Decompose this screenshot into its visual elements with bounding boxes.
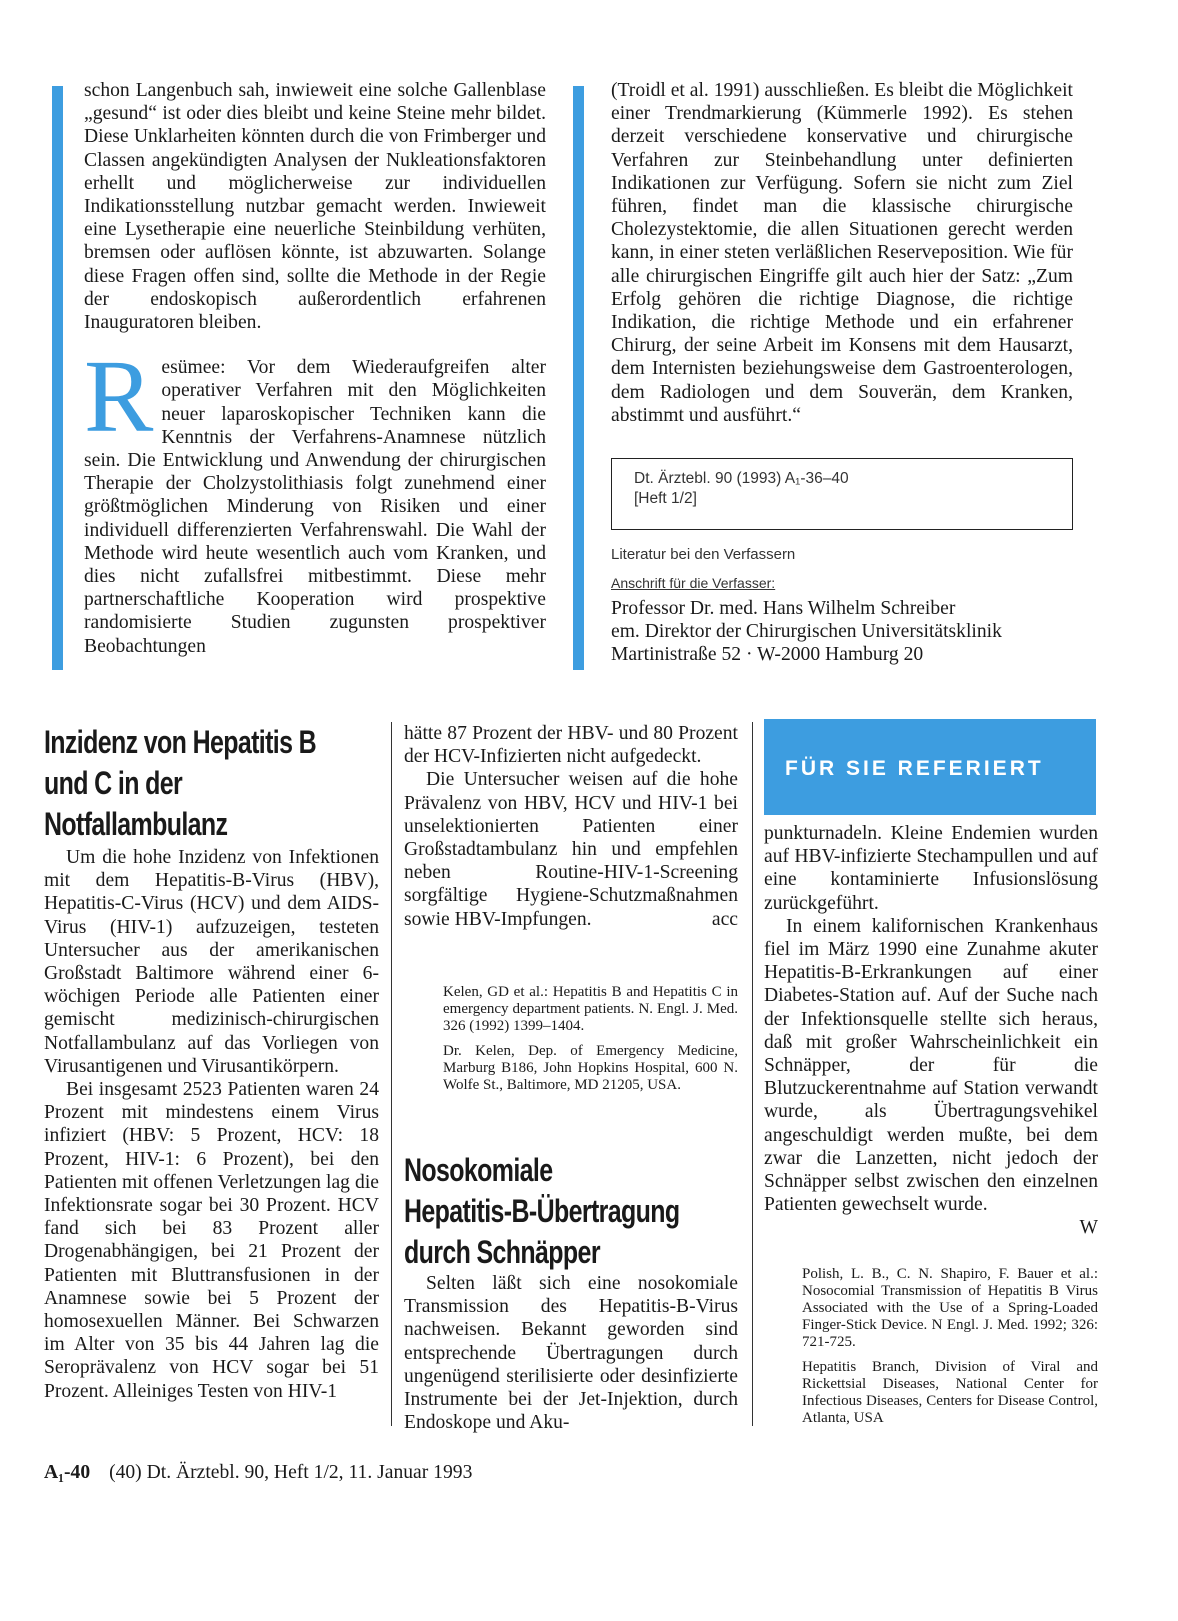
citation-line1: Dt. Ärztebl. 90 (1993) A₁-36–40	[634, 470, 849, 487]
article2-signature: W	[1079, 1217, 1098, 1239]
footer-text: (40) Dt. Ärztebl. 90, Heft 1/2, 11. Januar 1993	[109, 1462, 473, 1483]
article1-headline-line: Inzidenz von Hepatitis B	[44, 724, 317, 760]
article2-reference: Hepatitis Branch, Division of Viral and Rickettsial Diseases, National Center for Infectious Diseases, Centers for Disease Control, Atlanta, USA	[802, 1359, 1098, 1426]
citation-line2: [Heft 1/2]	[634, 490, 697, 507]
article1-reference: Dr. Kelen, Dep. of Emergency Medicine, Marburg B186, John Hopkins Hospital, 600 N. Wolfe St., Baltimore, MD 21205, USA.	[443, 1043, 738, 1093]
article1-column1	[44, 846, 379, 1403]
article1-reference: Kelen, GD et al.: Hepatitis B and Hepatitis C in emergency department patients. N. Engl. J. Med. 326 (1992) 1399–1404.	[443, 984, 738, 1034]
accent-bar-right	[573, 86, 584, 670]
section-banner	[764, 719, 1096, 815]
section-banner-label: FÜR SIE REFERIERT	[785, 757, 1044, 780]
address-block	[611, 597, 1002, 666]
article1-continued: hätte 87 Prozent der HBV- und 80 Prozent der HCV-Infizierten nicht aufgedeckt.	[404, 723, 738, 768]
article1-column2	[404, 722, 738, 931]
article2-reference: Polish, L. B., C. N. Shapiro, F. Bauer et al.: Nosocomial Transmission of Hepatitis B Virus Associated with the Use of a Spring-Loaded Finger-Stick Device. N Engl. J. Med. 1992; 326: 721-725.	[802, 1266, 1098, 1350]
article1-signature: acc	[711, 908, 738, 930]
citation-box	[611, 458, 1073, 530]
address-line: Martinistraße 52 · W-2000 Hamburg 20	[611, 644, 924, 665]
top-left-column	[84, 79, 546, 658]
article2-column1	[404, 1272, 738, 1434]
top-left-paragraph: schon Langenbuch sah, inwieweit eine solche Gallenblase „gesund“ ist oder dies bleibt und keine Steine mehr bildet. Diese Unklarheiten könnten durch die von Frimberger und Classen angekündigten Analysen der Nukleationsfaktoren erhellt und möglicherweise zur individuellen Indikationsstellung nutzbar gemacht werden. Inwieweit eine Lysetherapie eine neuerliche Steinbildung verhüten, bremsen oder auflösen könnte, ist abzuwarten. Solange diese Fragen offen sind, sollte die Methode in der Regie der endoskopisch außerordentlich erfahrenen Inauguratoren bleiben.	[84, 80, 546, 334]
column-divider	[391, 722, 392, 1426]
article2-continued: In einem kalifornischen Krankenhaus fiel im März 1990 eine Zunahme akuter Hepatitis-B-Erkrankungen auf einer Diabetes-Station auf. Auf der Suche nach der Infektionsquelle stellte sich heraus, daß mit großer Wahrscheinlichkeit ein Schnäpper, der für die Blutzuckerentnahme auf Station verwandt wurde, als Übertragungsvehikel angeschuldigt werden mußte, bei dem zwar die Lanzetten, nicht jedoch der Schnäpper selbst zwischen den einzelnen Patienten gewechselt wurde.	[764, 915, 1098, 1216]
accent-bar-left	[52, 86, 63, 670]
article1-headline-line: und C in der	[44, 765, 183, 801]
resumee-dropcap: R	[84, 339, 154, 455]
article2-headline-line: Hepatitis-B-Übertragung	[404, 1193, 680, 1229]
article1-headline-line: Notfallambulanz	[44, 806, 228, 842]
address-label: Anschrift für die Verfasser:	[611, 575, 776, 591]
article2-continued: punkturnadeln. Kleine Endemien wurden auf HBV-infizierte Stechampullen und auf eine kontaminierte Infusionslösung zurückgeführt.	[764, 823, 1098, 914]
article2-paragraph: Selten läßt sich eine nosokomiale Transmission des Hepatitis-B-Virus nachweisen. Bekannt geworden sind entsprechende Übertragungen durch ungenügend sterilisierte oder desinfizierte Instrumente bei der Jet-Injektion, durch Endoskope und Aku-	[404, 1273, 738, 1434]
address-line: em. Direktor der Chirurgischen Universitätsklinik	[611, 621, 1002, 642]
article2-headline-line: Nosokomiale	[404, 1152, 553, 1188]
literature-note: Literatur bei den Verfassern	[611, 546, 796, 563]
article1-paragraph: Bei insgesamt 2523 Patienten waren 24 Prozent mit mindestens einem Virus infiziert (HBV: 5 Prozent, HCV: 18 Prozent, HIV-1: 6 Prozent), bei den Patienten mit offenen Verletzungen lag die Infektionsrate sogar bei 30 Prozent. HCV fand sich bei 83 Prozent aller Drogenabhängigen, bei 21 Prozent der Patienten mit Bluttransfusionen in der Anamnese sowie bei 5 Prozent der homosexuellen Männer. Bei Schwarzen im Alter von 35 bis 44 Jahren lag die Seroprävalenz von HCV sogar bei 51 Prozent. Alleiniges Testen von HIV-1	[44, 1079, 379, 1402]
article2-headline	[404, 1150, 757, 1273]
footer-page-number: A₁-40	[44, 1462, 91, 1483]
article1-paragraph: Um die hohe Inzidenz von Infektionen mit dem Hepatitis-B-Virus (HBV), Hepatitis-C-Virus (HCV) und dem AIDS-Virus (HIV-1) aufzuzeigen, testeten Untersucher aus der amerikanischen Großstadt Baltimore während einer 6-wöchigen Periode alle Patienten einer gemischt medizinisch-chirurgischen Notfallambulanz auf das Vorliegen von Virusantigenen und Virusantikörpern.	[44, 847, 379, 1077]
resumee-text: esümee: Vor dem Wiederaufgreifen alter operativer Verfahren mit den Möglichkeiten neuer laparoskopischer Techniken kann die Kenntnis der Verfahrens-Anamnese nützlich sein. Die Entwicklung und Anwendung der chirurgischen Therapie der Cholzystolithiasis folgt zunehmend einer größtmöglichen Minderung von Risiken und einer individuell differenzierten Verfahrenswahl. Die Wahl der Methode wird heute wesentlich auch vom Kranken, und dies nicht zufallsfrei mitbestimmt. Diese mehr partnerschaftliche Kooperation wird prospektive randomisierte Studien zugunsten prospektiver Beobachtungen	[84, 357, 546, 657]
resumee-paragraph	[84, 339, 546, 658]
column-divider	[752, 722, 753, 1426]
article2-column2	[764, 822, 1098, 1240]
article1-continued: Die Untersucher weisen auf die hohe Prävalenz von HBV, HCV und HIV-1 bei unselektionierten Patienten einer Großstadtambulanz hin und empfehlen neben Routine-HIV-1-Screening sorgfältige Hygiene-Schutzmaßnahmen sowie HBV-Impfungen.	[404, 769, 738, 930]
article2-references	[802, 1266, 1098, 1435]
article1-headline	[44, 722, 393, 845]
address-line: Professor Dr. med. Hans Wilhelm Schreiber	[611, 598, 956, 619]
top-right-column	[611, 79, 1073, 427]
page-footer	[44, 1462, 472, 1484]
top-right-paragraph: (Troidl et al. 1991) ausschließen. Es bleibt die Möglichkeit einer Trendmarkierung (Kümmerle 1992). Es stehen derzeit verschiedene konservative und chirurgische Verfahren zur Steinbehandlung unter definierten Indikationen zur Verfügung. Sofern sie nicht zum Ziel führen, findet man die klassische chirurgische Cholezystektomie, die allen Situationen gerecht werden kann, in einer steten verläßlichen Reserveposition. Wie für alle chirurgischen Eingriffe gilt auch hier der Satz: „Zum Erfolg gehören die richtige Diagnose, die richtige Indikation, die richtige Methode und ein erfahrener Chirurg, der seine Arbeit im Konsens mit dem Hausarzt, dem Internisten beziehungsweise dem Gastroenterologen, dem Radiologen und dem Souverän, dem Kranken, abstimmt und ausführt.“	[611, 80, 1073, 426]
article2-headline-line: durch Schnäpper	[404, 1234, 600, 1270]
article1-references	[443, 984, 738, 1102]
